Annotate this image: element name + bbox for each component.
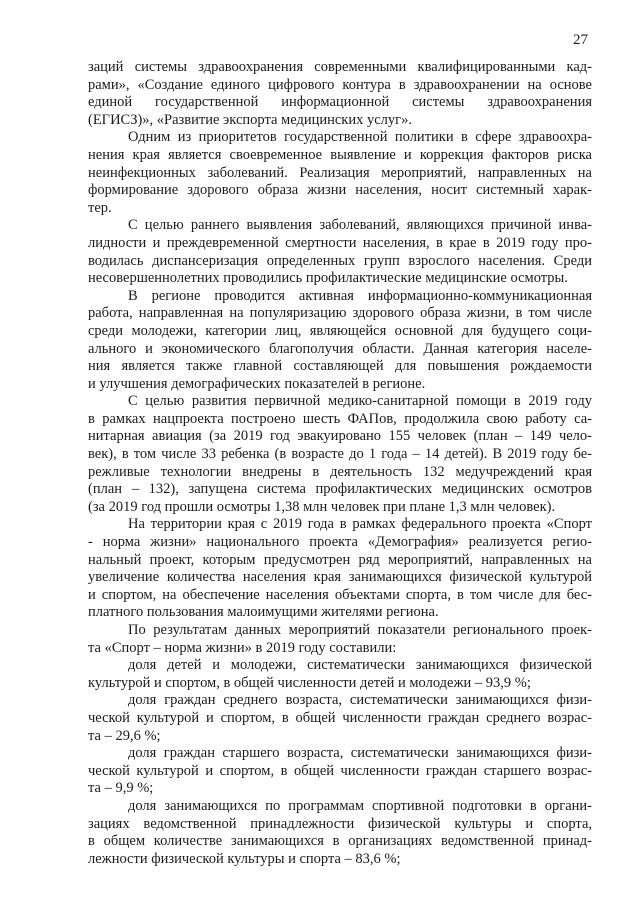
text-line: доля граждан старшего возраста, систематически занимающихся физи- xyxy=(128,745,592,762)
text-line: На территории края с 2019 года в рамках федерального проекта «Спорт xyxy=(128,516,592,533)
page-number: 27 xyxy=(573,32,588,48)
text-line: лежности физической культуры и спорта – 83,6 %; xyxy=(88,850,401,867)
list-item xyxy=(88,798,592,868)
text-line: культурой и спортом, в общей численности детей и молодежи – 93,9 %; xyxy=(88,674,531,691)
text-line: нитарная авиация (за 2019 год эвакуировано 155 человек (план – 149 чело- xyxy=(88,428,592,445)
text-line: водилась диспансеризация определенных групп взрослого населения. Среди xyxy=(88,252,592,269)
text-line: (план – 132), запущена система профилактических медицинских осмотров xyxy=(88,481,592,498)
paragraph xyxy=(88,217,592,287)
text-line: та «Спорт – норма жизни» в 2019 году составили: xyxy=(88,639,397,656)
text-line: единой государственной информационной системы здравоохранения xyxy=(88,94,592,111)
paragraph xyxy=(88,59,592,129)
text-line: платного пользования малоимущими жителями региона. xyxy=(88,604,439,621)
text-line: и улучшения демографических показателей в регионе. xyxy=(88,375,426,392)
text-line: неинфекционных заболеваний. Реализация мероприятий, направленных на xyxy=(88,164,592,181)
text-line: (ЕГИСЗ)», «Развитие экспорта медицинских услуг». xyxy=(88,111,412,128)
list-item xyxy=(88,745,592,798)
text-line: век), в том числе 33 ребенка (в возрасте до 1 года – 14 детей). В 2019 году бе- xyxy=(88,446,592,463)
text-line: доля детей и молодежи, систематически занимающихся физической xyxy=(128,657,592,674)
text-line: та – 29,6 %; xyxy=(88,727,161,744)
paragraph xyxy=(88,129,592,217)
text-line: формирование здорового образа жизни населения, носит системный харак- xyxy=(88,182,592,199)
text-line: рами», «Создание единого цифрового контура в здравоохранении на основе xyxy=(88,76,592,93)
paragraph xyxy=(88,288,592,394)
paragraph xyxy=(88,393,592,516)
text-line: режливые технологии внедрены в деятельность 132 медучреждений края xyxy=(88,463,592,480)
text-line: Одним из приоритетов государственной политики в сфере здравоохра- xyxy=(128,129,592,146)
text-line: нения края является своевременное выявление и коррекция факторов риска xyxy=(88,146,592,163)
text-line: - норма жизни» национального проекта «Демография» реализуется регио- xyxy=(88,534,592,551)
text-line: доля граждан среднего возраста, систематически занимающихся физи- xyxy=(128,692,592,709)
text-line: ческой культурой и спортом, в общей численности граждан среднего возрас- xyxy=(88,709,592,726)
text-line: лидности и преждевременной смертности населения, в крае в 2019 году про- xyxy=(88,234,592,251)
text-line: нальный проект, которым предусмотрен ряд мероприятий, направленных на xyxy=(88,551,592,568)
text-line: В регионе проводится активная информационно-коммуникационная xyxy=(128,287,592,304)
text-line: доля занимающихся по программам спортивной подготовки в органи- xyxy=(128,797,592,814)
paragraph xyxy=(88,516,592,622)
text-line: среди молодежи, категории лиц, являющейся основной для будущего соци- xyxy=(88,322,592,339)
text-line: По результатам данных мероприятий показатели регионального проек- xyxy=(128,622,592,638)
paragraph xyxy=(88,622,592,657)
text-line: та – 9,9 %; xyxy=(88,780,154,797)
text-line: и спортом, на обеспечение населения объектами спорта, в том числе для бес- xyxy=(88,586,592,603)
text-line: работа, направленная на популяризацию здорового образа жизни, в том числе xyxy=(88,305,592,322)
text-line: ческой культурой и спортом, в общей численности граждан старшего возрас- xyxy=(88,762,592,779)
list-item xyxy=(88,657,592,692)
text-line: зациях ведомственной принадлежности физической культуры и спорта, xyxy=(88,815,592,832)
text-line: С целью развития первичной медико-санитарной помощи в 2019 году xyxy=(128,393,592,410)
page-body xyxy=(88,59,592,868)
text-line: ального и экономического благополучия области. Данная категория населе- xyxy=(88,340,592,357)
text-line: (за 2019 год прошли осмотры 1,38 млн человек при плане 1,3 млн человек). xyxy=(88,498,556,515)
text-line: в рамках нацпроекта построено шесть ФАПов, продолжила свою работу са- xyxy=(88,410,592,427)
text-line: С целью раннего выявления заболеваний, являющихся причиной инва- xyxy=(128,217,592,234)
list-item xyxy=(88,692,592,745)
text-line: ния является также главной составляющей для повышения рождаемости xyxy=(88,358,592,375)
text-line: тер. xyxy=(88,199,112,216)
text-line: заций системы здравоохранения современными квалифицированными кад- xyxy=(88,59,592,75)
text-line: увеличение количества населения края занимающихся физической культурой xyxy=(88,569,592,586)
text-line: несовершеннолетних проводились профилактические медицинские осмотры. xyxy=(88,270,568,287)
text-line: в общем количестве занимающихся в организациях ведомственной принад- xyxy=(88,833,592,850)
